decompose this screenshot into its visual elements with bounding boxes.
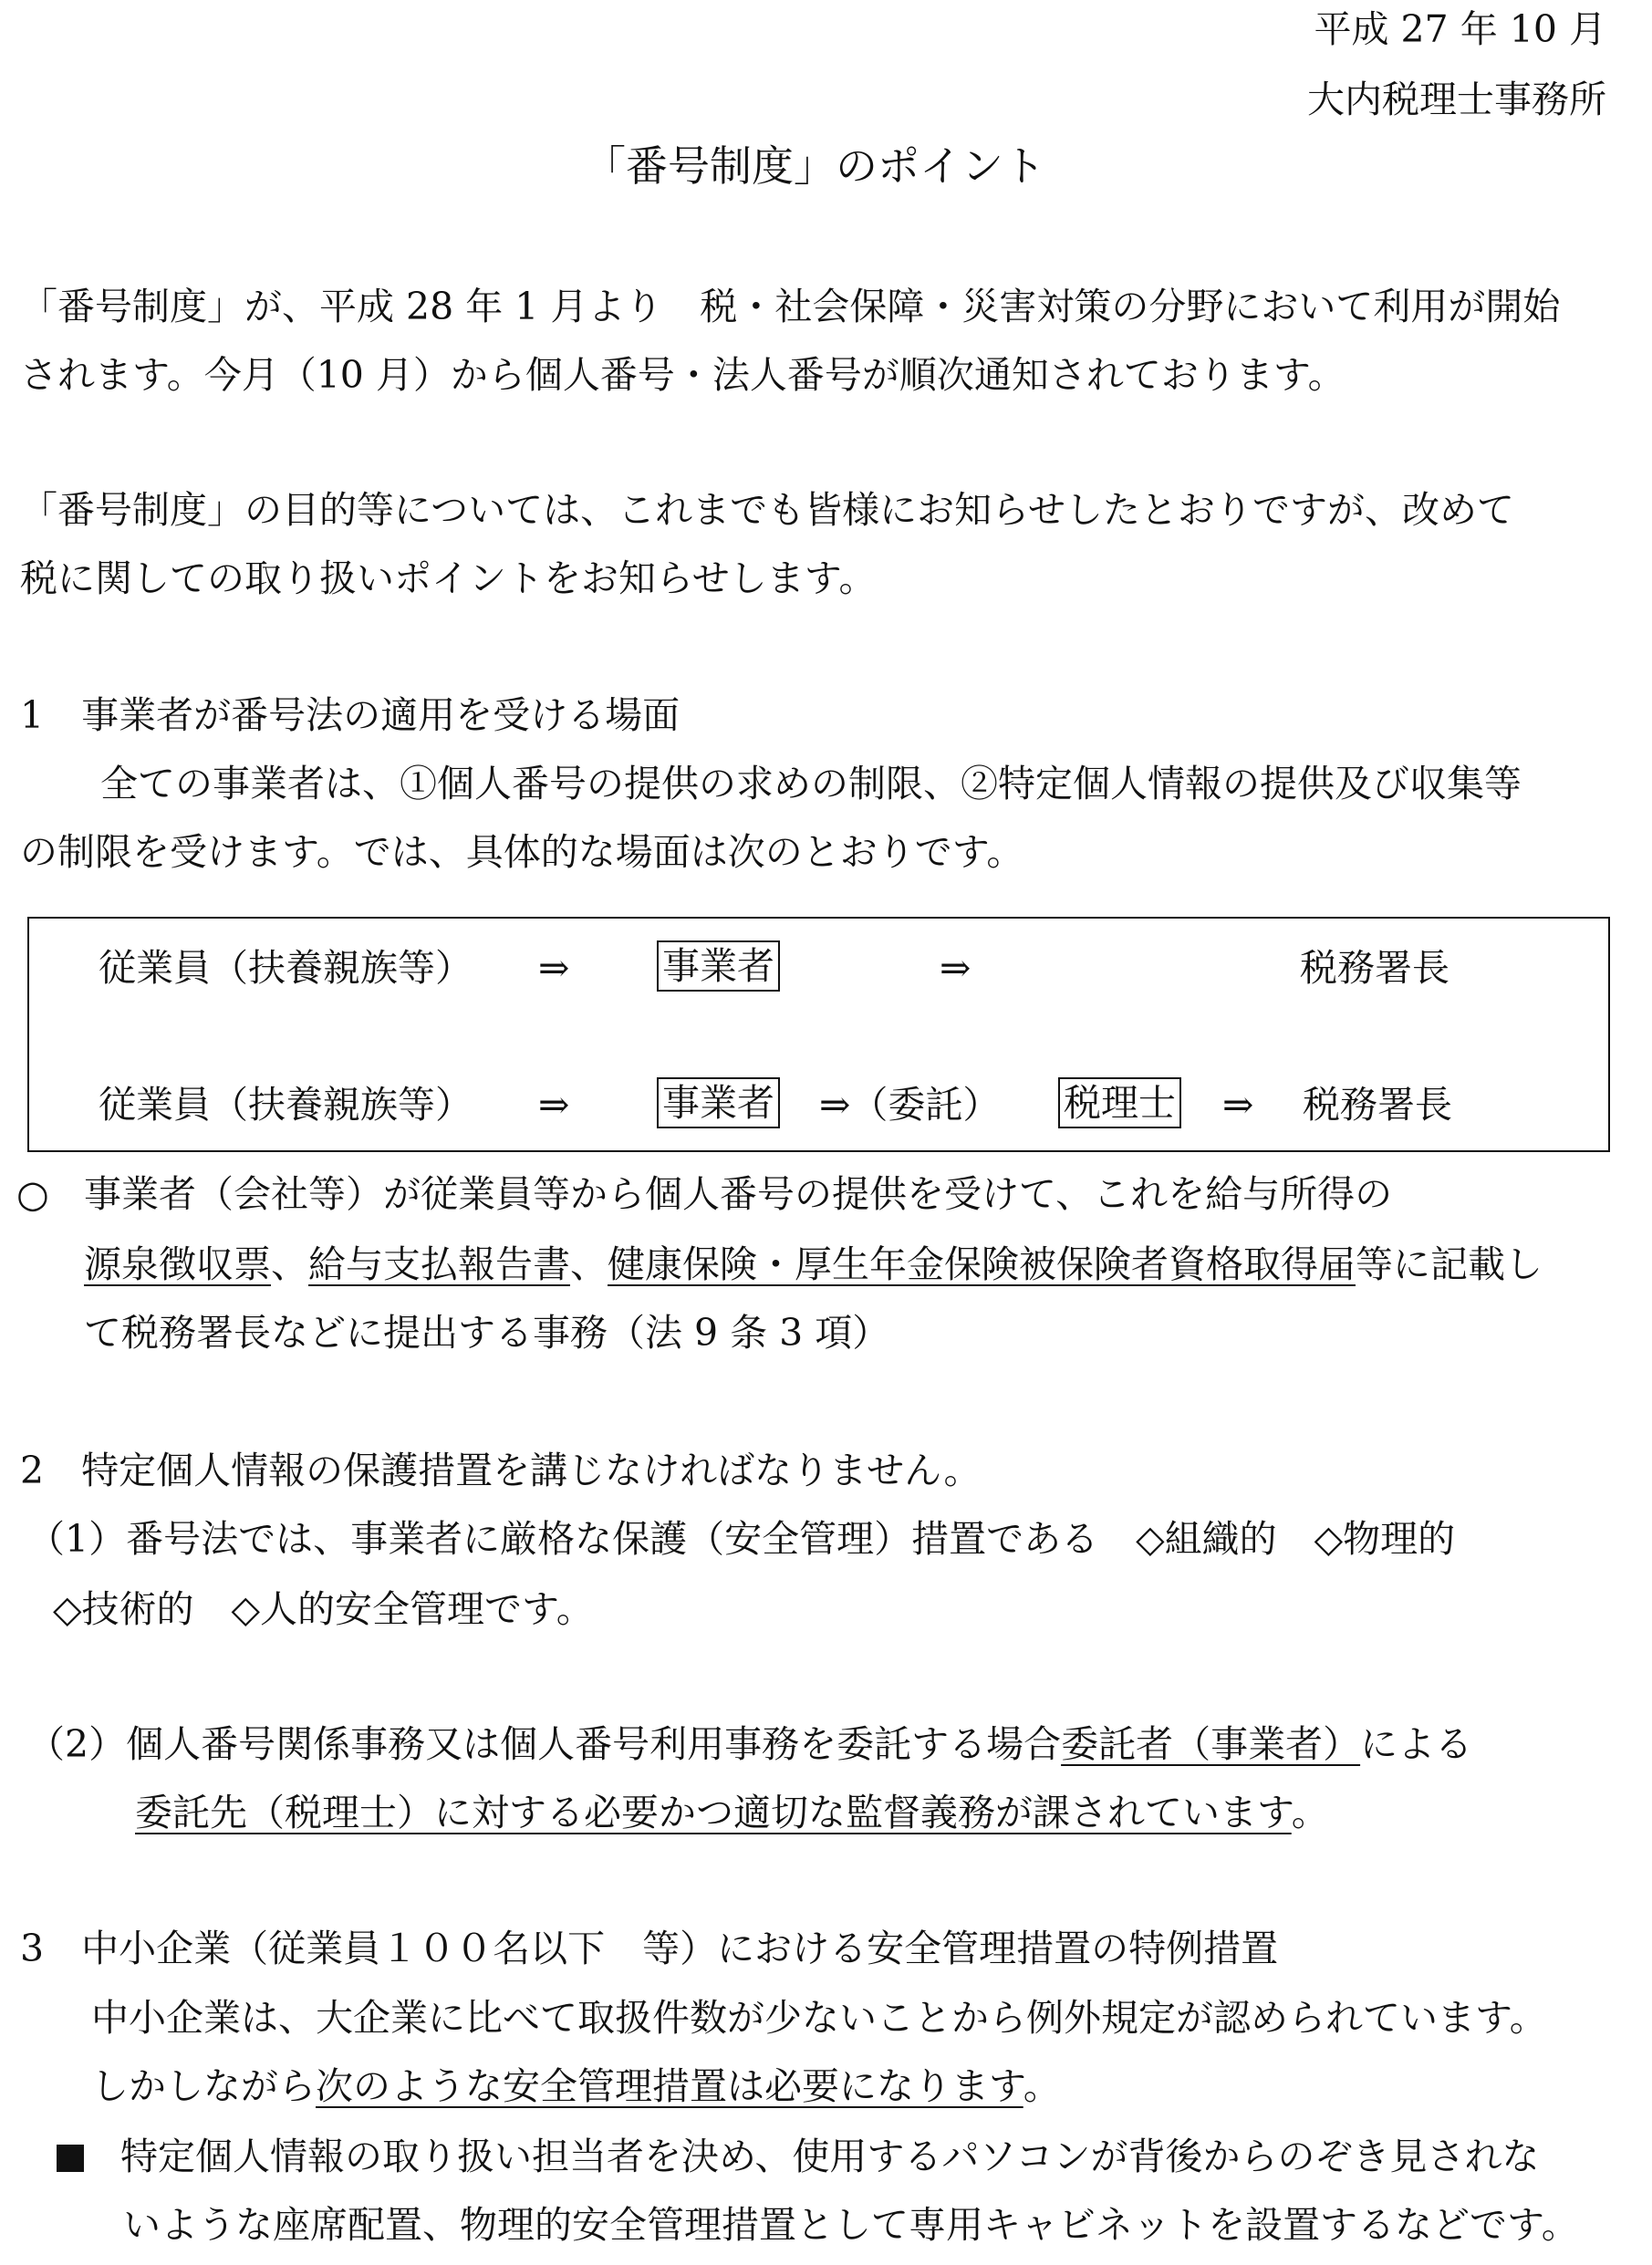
flow-row2-arrow1: ⇒ (538, 1083, 570, 1127)
section2-item2-line1: （2）個人番号関係事務又は個人番号利用事務を委託する場合委託者（事業者）による (27, 1722, 1473, 1766)
intro-p2-line1: 「番号制度」の目的等については、これまでも皆様にお知らせしたとおりですが、改めて (20, 488, 1514, 532)
document-date: 平成 27 年 10 月 (1314, 7, 1606, 51)
flow-row2-accountant: 税理士 (1058, 1077, 1181, 1128)
section2-item1-line2: ◇技術的 ◇人的安全管理です。 (53, 1587, 594, 1631)
flow-row2-tax-office: 税務署長 (1303, 1083, 1452, 1127)
section3-bullet-line1: 特定個人情報の取り扱い担当者を決め、使用するパソコンが背後からのぞき見されな (57, 2135, 1540, 2179)
flow-row1-employee: 従業員（扶養親族等） (99, 946, 473, 990)
flow-row2-employee: 従業員（扶養親族等） (99, 1083, 473, 1127)
flow-row1-business: 事業者 (657, 940, 780, 992)
square-bullet-icon (57, 2145, 84, 2172)
note-term-withholding: 源泉徴収票 (84, 1242, 271, 1286)
intro-p2-line2: 税に関しての取り扱いポイントをお知らせします。 (20, 556, 877, 600)
section1-heading: 1 事業者が番号法の適用を受ける場面 (20, 693, 681, 737)
section3-body-line1: 中小企業は、大企業に比べて取扱件数が少ないことから例外規定が認められています。 (91, 1996, 1547, 2040)
section2-term-entruster: 委託者（事業者） (1061, 1722, 1361, 1766)
section3-term-measures: 次のような安全管理措置は必要になります (316, 2064, 1023, 2108)
section3-heading: 3 中小企業（従業員１００名以下 等）における安全管理措置の特例措置 (20, 1927, 1279, 1970)
note-line3: て税務署長などに提出する事務（法 9 条 3 項） (84, 1311, 890, 1355)
section1-body-line2: の制限を受けます。では、具体的な場面は次のとおりです。 (20, 830, 1024, 874)
section2-term-supervision: 委託先（税理士）に対する必要かつ適切な監督義務が課されています (135, 1791, 1292, 1834)
section2-item2-line2: 委託先（税理士）に対する必要かつ適切な監督義務が課されています。 (135, 1791, 1329, 1834)
section2-heading: 2 特定個人情報の保護措置を講じなければなりません。 (20, 1449, 982, 1492)
flow-row1-arrow1: ⇒ (538, 946, 570, 990)
office-name: 大内税理士事務所 (1307, 78, 1606, 121)
section2-item1-line1: （1）番号法では、事業者に厳格な保護（安全管理）措置である ◇組織的 ◇物理的 (27, 1517, 1456, 1561)
note-line1: 事業者（会社等）が従業員等から個人番号の提供を受けて、これを給与所得の (84, 1172, 1393, 1216)
section3-body-line2: しかしながら次のような安全管理措置は必要になります。 (91, 2064, 1061, 2108)
note-line2: 源泉徴収票、給与支払報告書、健康保険・厚生年金保険被保険者資格取得届等に記載し (84, 1242, 1543, 1286)
section3-bullet-line2: いような座席配置、物理的安全管理措置として専用キャビネットを設置するなどです。 (123, 2203, 1579, 2247)
intro-p1-line2: されます。今月（10 月）から個人番号・法人番号が順次通知されております。 (20, 353, 1345, 397)
page-title: 「番号制度」のポイント (584, 141, 1045, 191)
intro-p1-line1: 「番号制度」が、平成 28 年 1 月より 税・社会保障・災害対策の分野において利用が開始 (20, 285, 1561, 328)
flow-row2-arrow3: ⇒ (1222, 1083, 1254, 1127)
flow-row2-arrow2: ⇒（委託） (819, 1083, 1001, 1127)
note-term-insurance-form: 健康保険・厚生年金保険被保険者資格取得届 (608, 1242, 1356, 1286)
note-bullet: ○ (16, 1172, 49, 1216)
flow-row2-business: 事業者 (657, 1077, 780, 1128)
flow-row1-arrow2: ⇒ (940, 946, 971, 990)
section1-body-line1: 全ての事業者は、①個人番号の提供の求めの制限、②特定個人情報の提供及び収集等 (100, 762, 1522, 805)
note-term-salary-report: 給与支払報告書 (308, 1242, 570, 1286)
flow-row1-tax-office: 税務署長 (1300, 946, 1449, 990)
